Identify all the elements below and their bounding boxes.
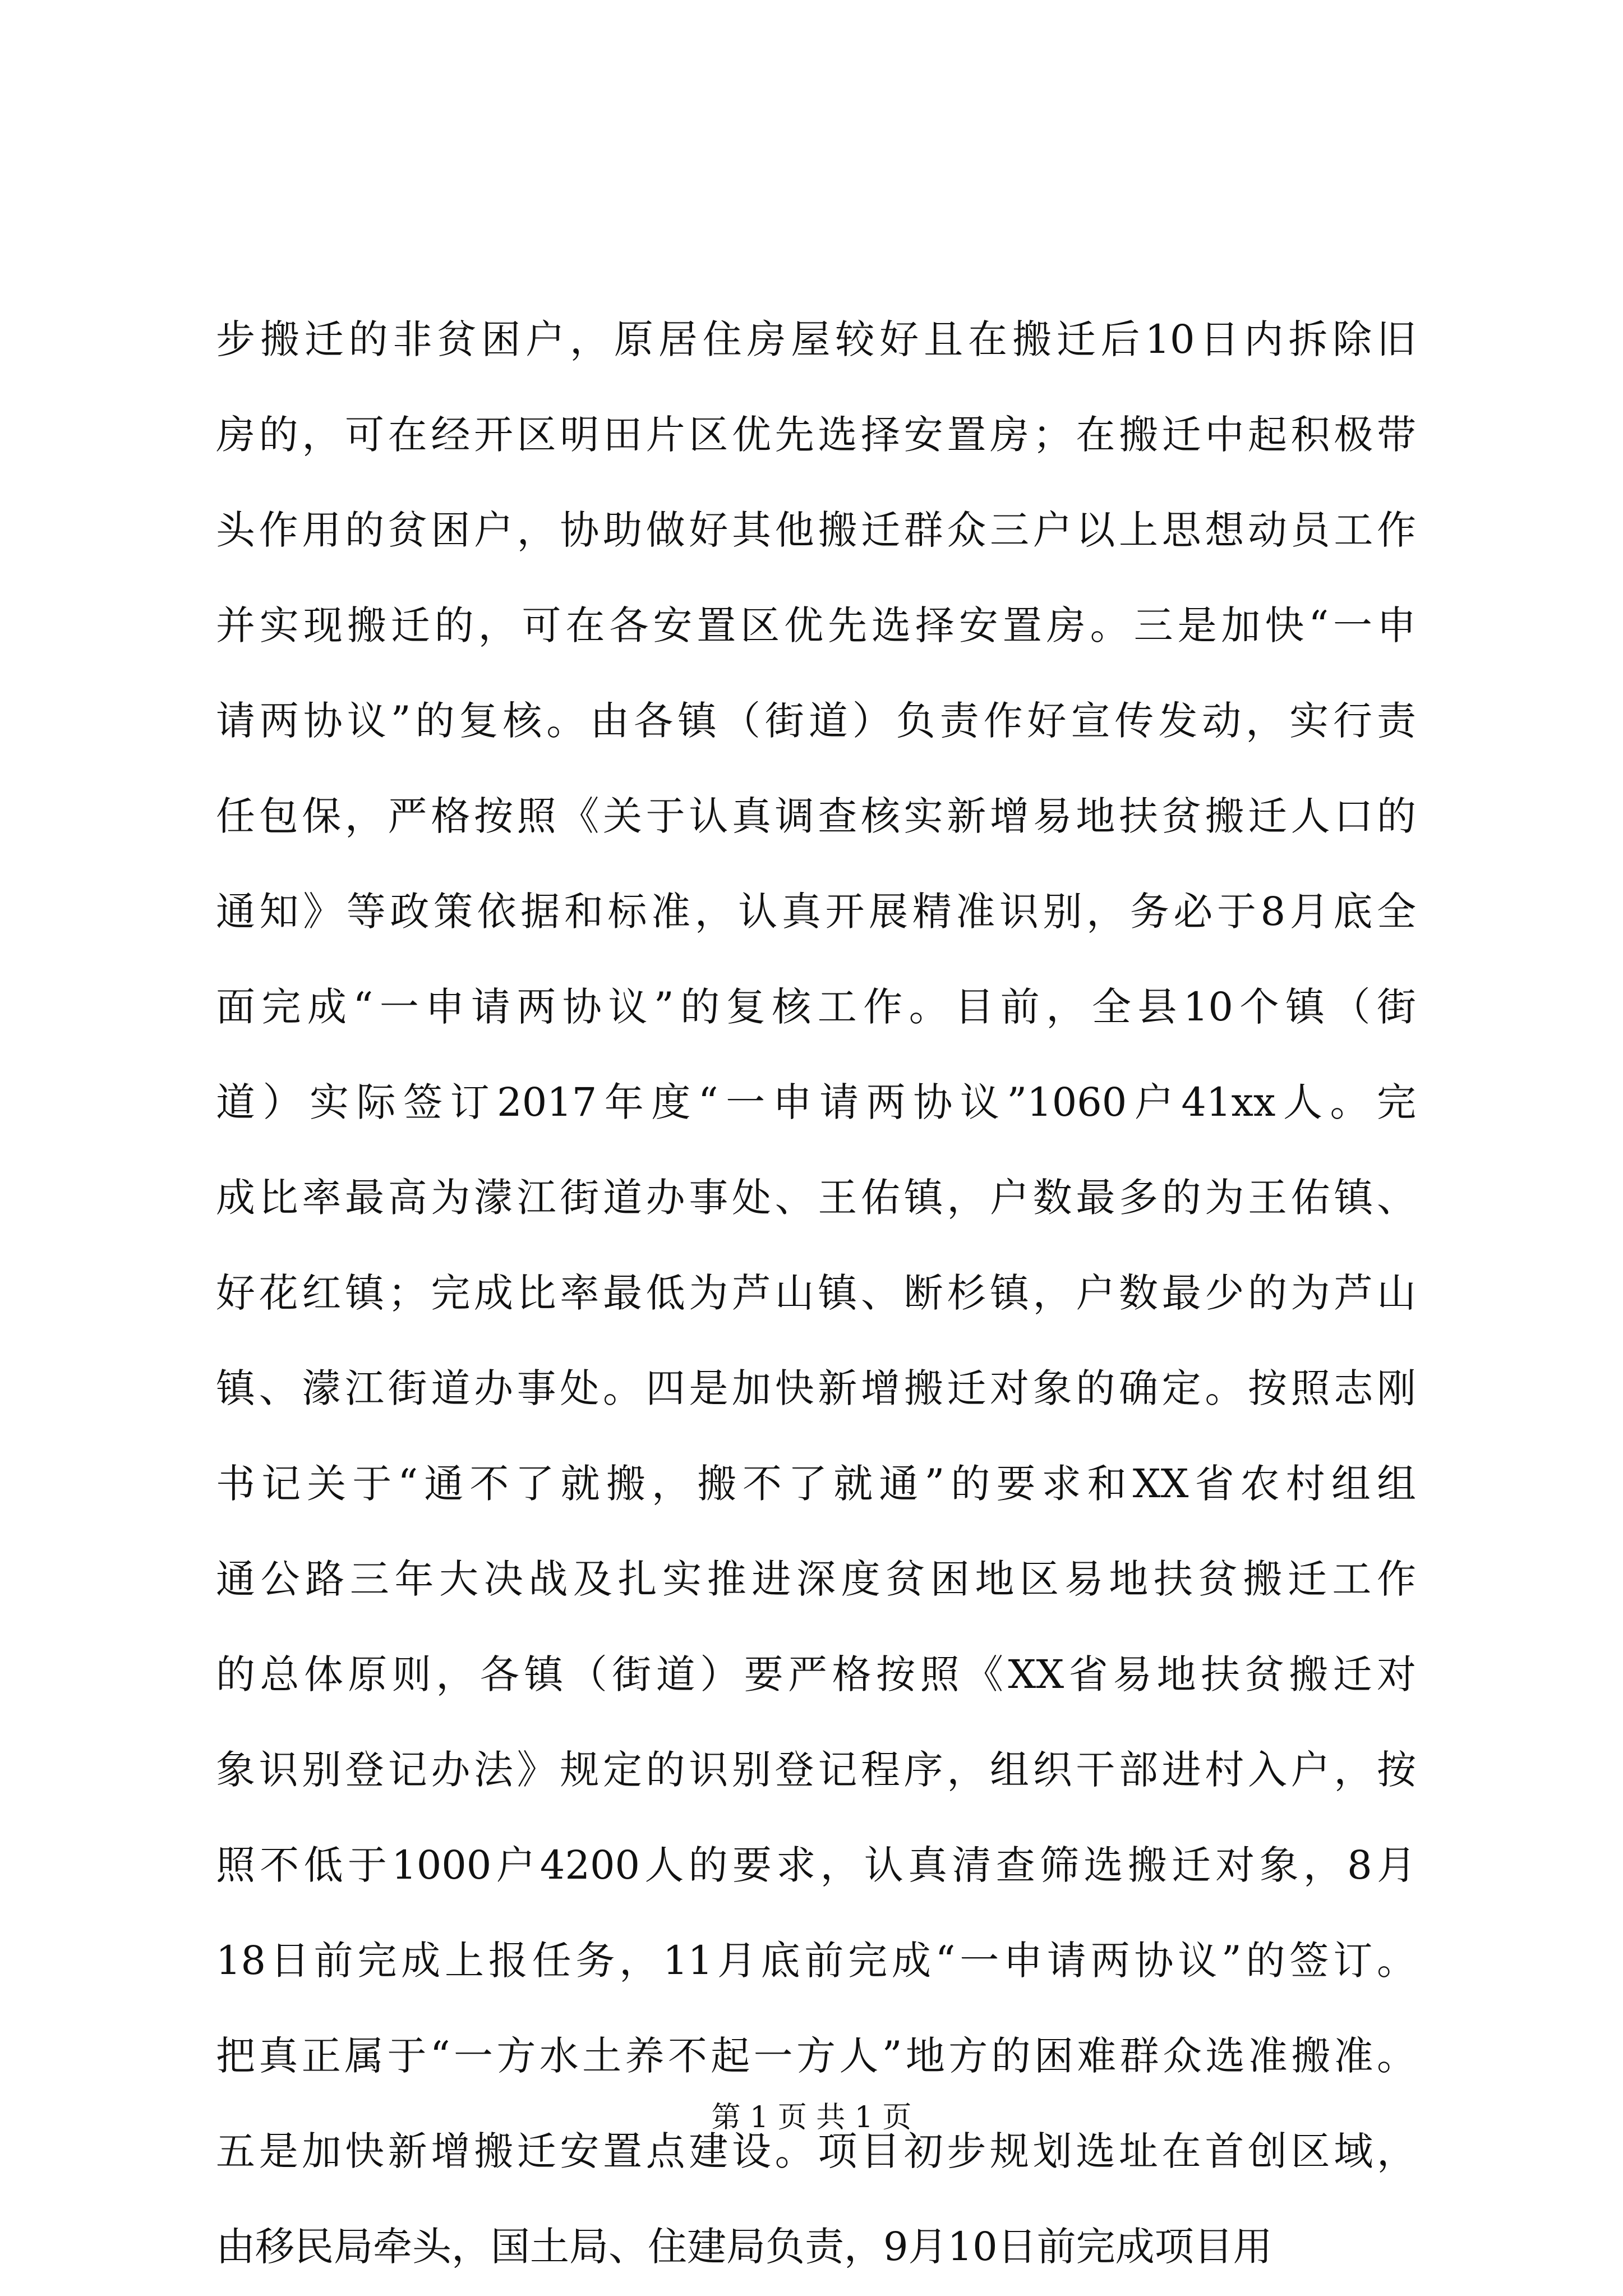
- page-number-label: 第 1 页 共 1 页: [711, 2101, 912, 2134]
- text-line: 的总体原则，各镇（街道）要严格按照《XX省易地扶贫搬迁对: [216, 1651, 1416, 1697]
- body-text: [216, 292, 1416, 2294]
- text-line: 通知》等政策依据和标准，认真开展精准识别，务必于8月底全: [216, 889, 1416, 935]
- text-line: 象识别登记办法》规定的识别登记程序，组织干部进村入户，按: [216, 1747, 1416, 1793]
- text-line: 头作用的贫困户，协助做好其他搬迁群众三户以上思想动员工作: [216, 507, 1416, 553]
- text-line: 照不低于1000户4200人的要求，认真清查筛选搬迁对象，8月: [216, 1842, 1416, 1888]
- text-line: 通公路三年大决战及扎实推进深度贫困地区易地扶贫搬迁工作: [216, 1556, 1416, 1602]
- text-line: 书记关于“通不了就搬，搬不了就通”的要求和XX省农村组组: [216, 1461, 1416, 1507]
- text-line: 请两协议”的复核。由各镇（街道）负责作好宣传发动，实行责: [216, 698, 1416, 744]
- text-line: 房的，可在经开区明田片区优先选择安置房；在搬迁中起积极带: [216, 412, 1416, 458]
- text-line: 把真正属于“一方水土养不起一方人”地方的困难群众选准搬准。: [216, 2033, 1416, 2079]
- text-line: 并实现搬迁的，可在各安置区优先选择安置房。三是加快“一申: [216, 602, 1416, 648]
- page-footer: [0, 2098, 1623, 2137]
- text-line: 五是加快新增搬迁安置点建设。项目初步规划选址在首创区域，: [216, 2128, 1416, 2174]
- text-line: 镇、濛江街道办事处。四是加快新增搬迁对象的确定。按照志刚: [216, 1365, 1416, 1411]
- text-line: 道）实际签订2017年度“一申请两协议”1060户41xx人。完: [216, 1079, 1416, 1125]
- text-line: 步搬迁的非贫困户，原居住房屋较好且在搬迁后10日内拆除旧: [216, 316, 1416, 362]
- text-line: 任包保，严格按照《关于认真调查核实新增易地扶贫搬迁人口的: [216, 793, 1416, 839]
- text-line: 面完成“一申请两协议”的复核工作。目前，全县10个镇（街: [216, 984, 1416, 1030]
- text-line: 18日前完成上报任务，11月底前完成“一申请两协议”的签订。: [216, 1938, 1416, 1984]
- text-line: 成比率最高为濛江街道办事处、王佑镇，户数最多的为王佑镇、: [216, 1175, 1416, 1221]
- text-line: 好花红镇；完成比率最低为芦山镇、断杉镇，户数最少的为芦山: [216, 1270, 1416, 1316]
- text-line: 由移民局牵头，国土局、住建局负责，9月10日前完成项目用: [216, 2224, 1272, 2270]
